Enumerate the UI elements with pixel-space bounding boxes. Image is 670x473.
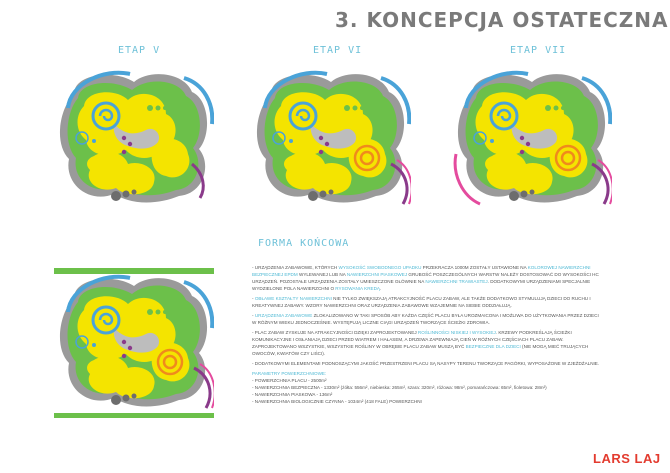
highlighted-text: ROŚLINNOŚCI NISKIEJ I WYSOKIEJ	[417, 330, 496, 335]
paragraph-text: .	[379, 286, 382, 291]
author-name: LARS LAJ	[593, 451, 661, 466]
paragraph-text: ZLOKALIZOWANO W TAKI SPOSÓB ABY KAŻDA CZĘŚĆ PLACU BYŁA UROZMAICONA I MOŻLIWA DO UŻYTKOWANIA PRZEZ DZIECI W RÓŻNYM WIEKU JEDNOCZEŚNIE. WYSTĘPUJĄ LICZNE CIĄGI URZĄDZEŃ TWORZĄCE ŚCIEŻKI ZDROWIA.	[252, 313, 599, 325]
plan-image-etap-vii	[452, 64, 612, 214]
plan-image-etap-vi	[251, 64, 411, 214]
parameters-title: PARAMETRY POWIERZCHNIOWE:	[252, 371, 327, 376]
plan-image-final	[54, 268, 214, 418]
highlighted-text: KOLOROWEJ NAWIERZCHNI BEZPIECZNEJ EPDM	[252, 265, 591, 277]
paragraph-text: WYLEWANEJ LUB NA	[297, 272, 347, 277]
highlighted-text: BEZPIECZNE DLA DZIECI	[465, 344, 521, 349]
paragraph-text: - URZĄDZENIA ZABAWOWE, KTÓRYCH	[252, 265, 339, 270]
paragraph-text: -	[252, 313, 255, 318]
paragraph-text: . DODATKOWYMI URZĄDZENIAMI SPECJALNIE WYDZIELONE POLA NAWIERZCHNI O	[252, 279, 591, 291]
paragraph	[252, 360, 604, 367]
paragraph-text: -	[252, 296, 255, 301]
highlighted-text: OBŁAWE KSZTAŁTY NAWIERZCHNI	[254, 296, 332, 301]
paragraph-text: - PLAC ZABAW ZYSKUJE NA ATRAKCYJNOŚCI DZIĘKI ZAPROJEKTOWANEJ	[252, 330, 418, 335]
paragraph-text: (NIE MOGĄ MIEĆ TRUJĄCYCH OWOCÓW, KWIATÓW CZY LIŚCI).	[252, 344, 589, 356]
paragraph-text: GRUBOŚĆ POSZCZEGÓLNYCH WARSTW NALEŻY DOSTOSOWAĆ DO WYSOKOŚCI HC URZĄDZEŃ. POZOSTAŁE URZĄDZENIA ZOSTAŁY UMIESZCZONE GŁÓWNIE NA	[252, 272, 599, 284]
page-title: 3. KONCEPCJA OSTATECZNA	[335, 8, 669, 32]
stage-label-vi: ETAP VI	[313, 45, 363, 56]
parameter-item: - NAWIERZCHNIA PIASKOWA - 136m²	[252, 392, 333, 397]
paragraph	[252, 312, 604, 326]
stage-label-v: ETAP V	[118, 45, 161, 56]
parameter-item: - NAWIERZCHNIA BIOLOGICZNIE CZYNNA - 1034m² (418 FALE) POWIERZCHNI	[252, 399, 422, 404]
highlighted-text: NAWIERZCHNI TRAWIASTEJ	[425, 279, 488, 284]
highlighted-text: WYSOKOŚĆ SWOBODNEGO UPADKU	[338, 265, 422, 270]
highlighted-text: URZĄDZENIA ZABAWOWE	[254, 313, 313, 318]
section-title: FORMA KOŃCOWA	[258, 238, 350, 249]
highlighted-text: RYSOWANIA KREDĄ	[335, 286, 380, 291]
parameter-item: - NAWIERZCHNIA BEZPIECZNA - 1330m² (żółta: 556m², niebieska: 265m², szara: 320m², różowa: 98m², pomarańczowa: 65m², fioletowa: 28m²)	[252, 385, 547, 390]
paragraph-text: NIE TYLKO ZWIĘKSZAJĄ ATRAKCYJNOŚĆ PLACU ZABAW, ALE TAKŻE DODATKOWO STYMULUJĄ DZIECI DO RUCHU I KREATYWNEJ ZABAWY. WZORY NAWIERZCHNI ORAZ URZĄDZENIA ZABAWOWE WZAJEMNIE NA SIEBIE ODDZIAŁUJĄ.	[252, 296, 591, 308]
paragraph	[252, 295, 604, 309]
parameter-item: - POWIERZCHNIA PLACU - 2500m²	[252, 378, 327, 383]
paragraph-text: - DODATKOWYMI ELEMENTAMI PODNOSZĄCYMI JAKOŚĆ PRZESTRZENI PLACU SĄ NASYPY TERENU TWORZĄCE PAGÓRKI, WYPOSAŻONE W ZJEŻDŻALNIE.	[252, 361, 600, 366]
parameters-list	[252, 370, 604, 405]
paragraph	[252, 329, 604, 357]
paragraph	[252, 264, 604, 292]
highlighted-text: NAWIERZCHNI PIASKOWEJ	[346, 272, 408, 277]
paragraph-text: . KRZEWY PODKREŚLAJĄ ŚCIEŻKI KOMUNIKACYJNE I OSŁANIAJĄ DZIECI PRZED WIATREM I HAŁASEM, A DRZEWA ZAPEWNIAJĄ CIEŃ W RÓŻNYCH CZĘŚCIACH PLACU ZABAW. ZAPROJEKTOWANO WSZYSTKIE, WSZYSTKIE ROŚLINY W OBRĘBIE PLACU ZABAW MUSZĄ BYĆ	[252, 330, 572, 349]
plan-image-etap-v	[54, 64, 214, 214]
stage-label-vii: ETAP VII	[510, 45, 567, 56]
description-text	[252, 264, 604, 405]
paragraph-text: PRZEKRACZA 1000M ZOSTAŁY USTAWIONE NA	[421, 265, 528, 270]
